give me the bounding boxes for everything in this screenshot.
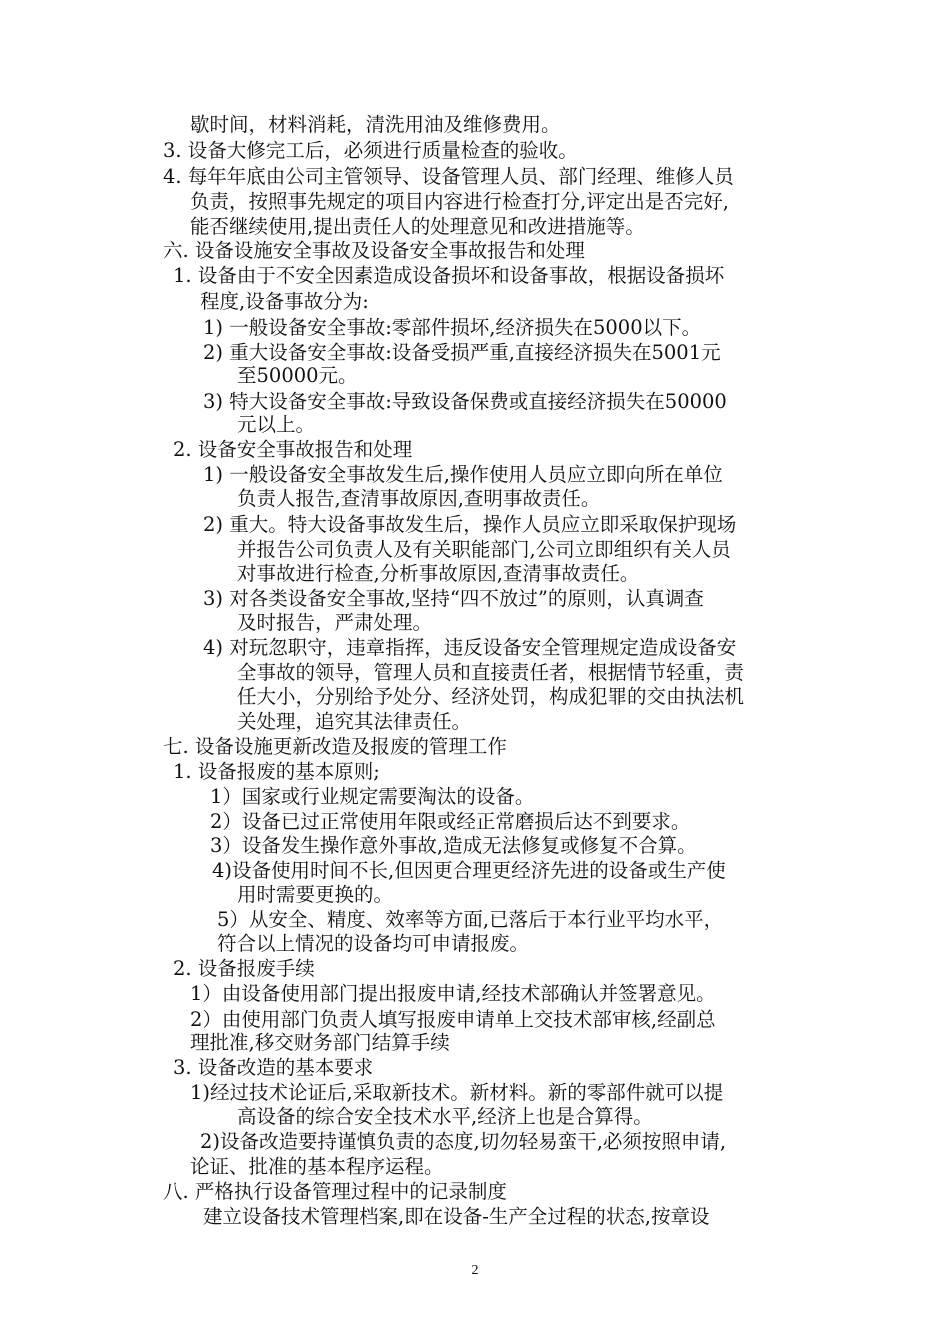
section-heading: 六. 设备设施安全事故及设备安全事故报告和处理	[163, 239, 585, 262]
text-line: 能否继续使用,提出责任人的处理意见和改进措施等。	[190, 215, 645, 238]
text-line: 负责，按照事先规定的项目内容进行检查打分,评定出是否完好,	[190, 190, 729, 213]
section-heading: 八. 严格执行设备管理过程中的记录制度	[163, 1180, 507, 1203]
text-line: 2) 重大设备安全事故:设备受损严重,直接经济损失在5001元	[203, 341, 721, 364]
text-line: 1. 设备由于不安全因素造成设备损坏和设备事故，根据设备损坏	[173, 264, 725, 287]
text-line: 及时报告，严肃处理。	[237, 611, 433, 634]
text-line: 2. 设备报废手续	[173, 957, 315, 980]
text-line: 4) 对玩忽职守，违章指挥，违反设备安全管理规定造成设备安	[203, 636, 737, 659]
text-line: 1. 设备报废的基本原则;	[173, 760, 380, 783]
text-line: 1）国家或行业规定需要淘汰的设备。	[210, 785, 535, 808]
text-line: 全事故的领导，管理人员和直接责任者，根据情节轻重，责	[237, 661, 745, 684]
text-line: 并报告公司负责人及有关职能部门,公司立即组织有关人员	[237, 538, 731, 561]
text-line: 5）从安全、精度、效率等方面,已落后于本行业平均水平，	[217, 908, 724, 931]
text-line: 2) 重大。特大设备事故发生后，操作人员应立即采取保护现场	[203, 513, 737, 536]
text-line: 3) 对各类设备安全事故,坚持“四不放过”的原则，认真调查	[203, 587, 704, 610]
text-line: 元以上。	[237, 413, 316, 436]
text-line: 2）由使用部门负责人填写报废申请单上交技术部审核,经副总	[190, 1008, 716, 1031]
text-line: 论证、批准的基本程序运程。	[190, 1155, 444, 1178]
text-line: 对事故进行检查,分析事故原因,查清事故责任。	[237, 562, 640, 585]
page-number: 2	[471, 1263, 479, 1278]
text-line: 符合以上情况的设备均可申请报废。	[217, 932, 530, 955]
text-line: 用时需要更换的。	[237, 883, 394, 906]
section-heading: 七. 设备设施更新改造及报废的管理工作	[163, 735, 507, 758]
text-line: 4)设备使用时间不长,但因更合理更经济先进的设备或生产使	[212, 859, 726, 882]
text-line: 高设备的综合安全技术水平,经济上也是合算得。	[237, 1105, 653, 1128]
text-line: 歇时间，材料消耗，清洗用油及维修费用。	[190, 113, 561, 136]
text-line: 1) 一般设备安全事故发生后,操作使用人员应立即向所在单位	[203, 463, 723, 486]
text-line: 关处理，追究其法律责任。	[237, 710, 472, 733]
text-line: 1)经过技术论证后,采取新技术。新材料。新的零部件就可以提	[190, 1081, 724, 1104]
text-line: 程度,设备事故分为:	[200, 290, 369, 313]
text-line: 1) 一般设备安全事故:零部件损坏,经济损失在5000以下。	[203, 316, 702, 339]
text-line: 3. 设备大修完工后，必须进行质量检查的验收。	[163, 139, 578, 162]
text-line: 负责人报告,查清事故原因,查明事故责任。	[237, 487, 601, 510]
text-line: 2）设备已过正常使用年限或经正常磨损后达不到要求。	[210, 810, 691, 833]
text-line: 3) 特大设备安全事故:导致设备保费或直接经济损失在50000	[203, 390, 727, 413]
text-line: 2)设备改造要持谨慎负责的态度,切勿轻易蛮干,必须按照申请,	[200, 1130, 727, 1153]
text-line: 3. 设备改造的基本要求	[173, 1056, 374, 1079]
text-line: 建立设备技术管理档案,即在设备-生产全过程的状态,按章设	[203, 1205, 710, 1228]
text-line: 理批准,移交财务部门结算手续	[190, 1031, 450, 1054]
text-line: 至50000元。	[237, 364, 358, 387]
text-line: 4. 每年年底由公司主管领导、设备管理人员、部门经理、维修人员	[163, 165, 734, 188]
text-line: 任大小，分别给予处分、经济处罚，构成犯罪的交由执法机	[237, 685, 745, 708]
text-line: 1）由设备使用部门提出报废申请,经技术部确认并签署意见。	[190, 982, 716, 1005]
text-line: 2. 设备安全事故报告和处理	[173, 438, 413, 461]
text-line: 3）设备发生操作意外事故,造成无法修复或修复不合算。	[210, 834, 697, 857]
